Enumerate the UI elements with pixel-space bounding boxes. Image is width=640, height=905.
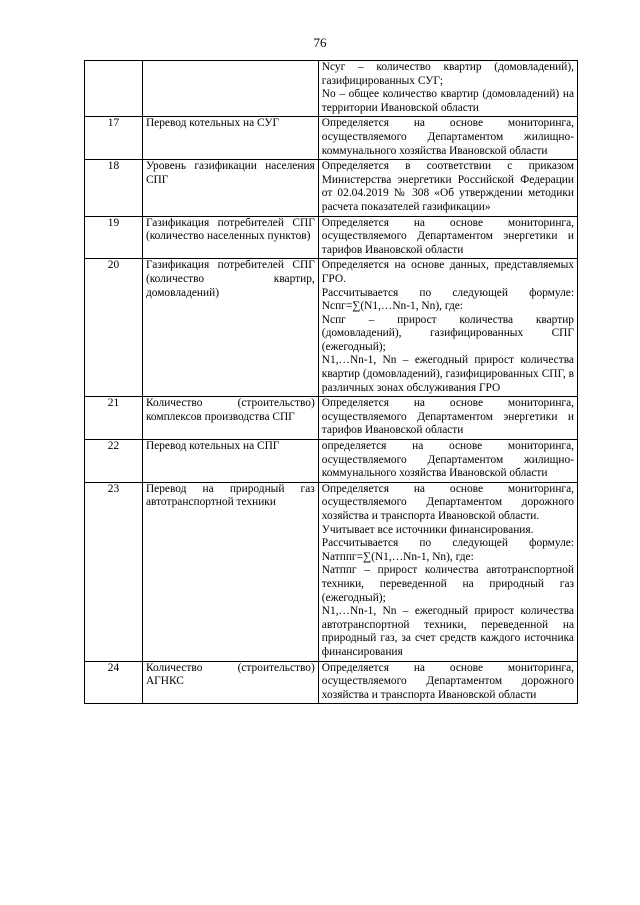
indicator-name <box>142 61 318 117</box>
row-number: 23 <box>85 482 143 661</box>
method-paragraph: N1,…Nn-1, Nn – ежегодный прирост количества автотранспортной техники, переведенной на природный газ, за счет средств каждого источника финансирования <box>321 605 574 658</box>
method-paragraph: N1,…Nn-1, Nn – ежегодный прирост количества квартир (домовладений), газифицированных СПГ, в различных зонах обслуживания ГРО <box>321 354 574 394</box>
table-row <box>85 117 578 160</box>
method-paragraph: Nо – общее количество квартир (домовладений) на территории Ивановской области <box>321 88 574 114</box>
method-paragraph: Определяется в соответствии с приказом Министерства энергетики Российской Федерации от 02.04.2019 № 308 «Об утверждении методики расчета показателей газификации» <box>321 160 574 213</box>
method-paragraph: Определяется на основе данных, представляемых ГРО. <box>321 259 574 285</box>
indicator-name: Перевод на природный газ автотранспортной техники <box>142 482 318 661</box>
method-paragraph: Nспг – прирост количества квартир (домовладений), газифицированных СПГ (ежегодный); <box>321 313 574 353</box>
calculation-method <box>318 259 577 397</box>
table-row <box>85 482 578 661</box>
calculation-method <box>318 216 577 259</box>
indicator-name: Количество (строительство) комплексов производства СПГ <box>142 397 318 440</box>
method-paragraph: Учитывает все источники финансирования. <box>321 523 534 536</box>
method-paragraph: Рассчитывается по следующей формуле: Nспг=∑(N1,…Nn-1, Nn), где: <box>321 286 574 313</box>
indicator-name: Газификация потребителей СПГ (количество квартир, домовладений) <box>142 259 318 397</box>
method-paragraph: Nсуг – количество квартир (домовладений), газифицированных СУГ; <box>321 61 574 87</box>
row-number: 18 <box>85 160 143 216</box>
method-paragraph: Определяется на основе мониторинга, осуществляемого Департаментом энергетики и тарифов Ивановской области <box>321 397 574 437</box>
method-paragraph: Определяется на основе мониторинга, осуществляемого Департаментом энергетики и тарифов Ивановской области <box>321 216 574 256</box>
method-paragraph: определяется на основе мониторинга, осуществляемого Департаментом жилищно-коммунального хозяйства Ивановской области <box>321 440 574 480</box>
page-number: 76 <box>313 35 327 50</box>
calculation-method <box>318 440 577 483</box>
row-number: 21 <box>85 397 143 440</box>
table-row <box>85 61 578 117</box>
table-row <box>85 216 578 259</box>
row-number: 20 <box>85 259 143 397</box>
calculation-method <box>318 661 577 704</box>
indicator-name: Перевод котельных на СПГ <box>142 440 318 483</box>
calculation-method <box>318 117 577 160</box>
method-paragraph: Nатппг – прирост количества автотранспортной техники, переведенной на природный газ (ежегодный); <box>321 564 574 604</box>
method-paragraph: Определяется на основе мониторинга, осуществляемого Департаментом дорожного хозяйства и транспорта Ивановской области <box>321 661 574 701</box>
calculation-method <box>318 61 577 117</box>
indicator-name: Количество (строительство) АГНКС <box>142 661 318 704</box>
table-row <box>85 259 578 397</box>
method-paragraph: Определяется на основе мониторинга, осуществляемого Департаментом дорожного хозяйства и транспорта Ивановской области. <box>321 482 574 522</box>
row-number: 22 <box>85 440 143 483</box>
row-number: 24 <box>85 661 143 704</box>
indicator-name: Газификация потребителей СПГ (количество населенных пунктов) <box>142 216 318 259</box>
indicator-name: Перевод котельных на СУГ <box>142 117 318 160</box>
row-number: 17 <box>85 117 143 160</box>
calculation-method <box>318 482 577 661</box>
method-paragraph: Определяется на основе мониторинга, осуществляемого Департаментом жилищно-коммунального хозяйства Ивановской области <box>321 117 574 157</box>
table-row <box>85 440 578 483</box>
table-row <box>85 160 578 216</box>
row-number: 19 <box>85 216 143 259</box>
table-row <box>85 397 578 440</box>
table-body <box>85 61 578 704</box>
calculation-method <box>318 397 577 440</box>
row-number <box>85 61 143 117</box>
method-paragraph: Рассчитывается по следующей формуле: Nатппг=∑(N1,…Nn-1, Nn), где: <box>321 537 574 563</box>
indicators-table <box>84 60 578 704</box>
indicator-name: Уровень газификации населения СПГ <box>142 160 318 216</box>
calculation-method <box>318 160 577 216</box>
table-row <box>85 661 578 704</box>
